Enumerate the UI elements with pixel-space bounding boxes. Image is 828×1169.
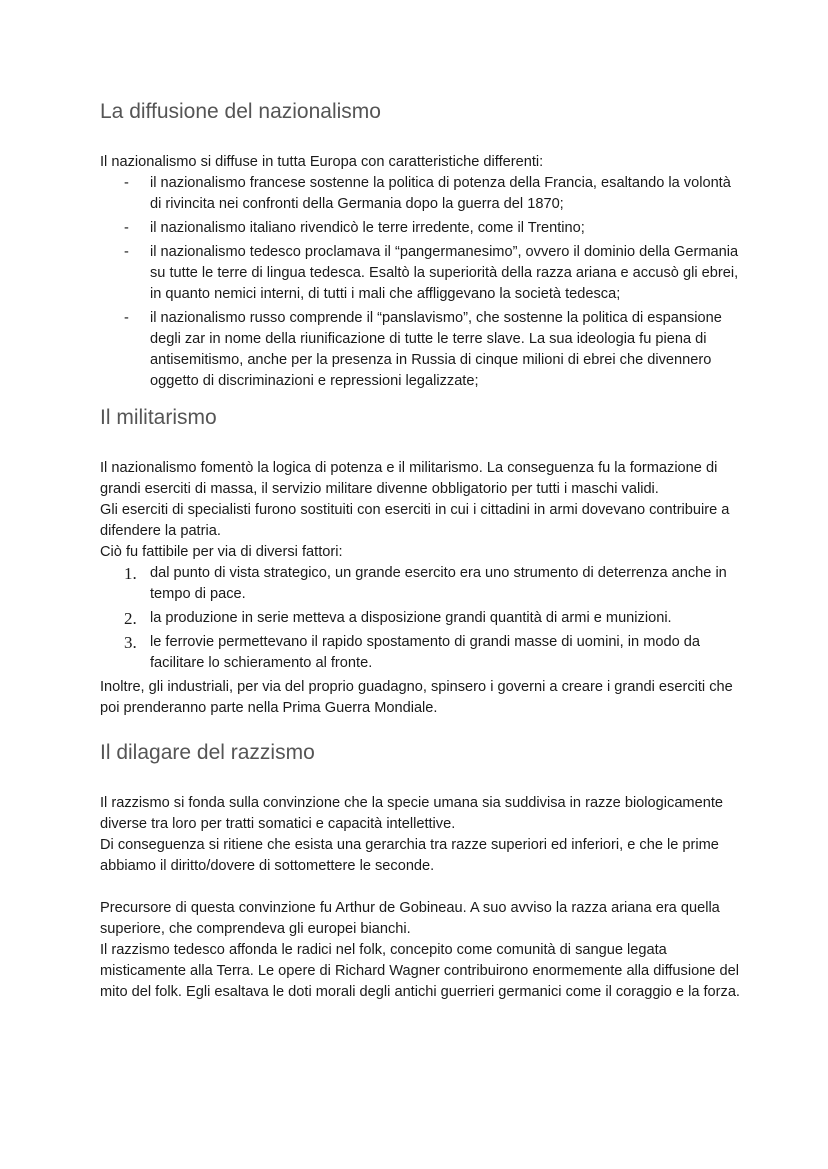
paragraph: Gli eserciti di specialisti furono sostituiti con eserciti in cui i cittadini in armi dovevano contribuire a difendere la patria. (100, 502, 730, 539)
paragraph: Il razzismo tedesco affonda le radici nel folk, concepito come comunità di sangue legata misticamente alla Terra. Le opere di Richard Wagner contribuirono enormemente alla diffusione del mito del folk. Egli esaltava le doti morali degli antichi guerrieri germanici come il coraggio e la forza. (100, 942, 740, 1000)
intro-paragraph: Il nazionalismo si diffuse in tutta Europa con caratteristiche differenti: (100, 154, 544, 170)
list-item-text: il nazionalismo italiano rivendicò le terre irredente, come il Trentino; (150, 220, 585, 236)
section-heading-militarismo: Il militarismo (100, 406, 217, 429)
bullet-marker: - (124, 310, 129, 326)
list-item-text: la produzione in serie metteva a disposizione grandi quantità di armi e munizioni. (150, 610, 672, 626)
list-item (100, 308, 740, 392)
list-item (100, 632, 740, 674)
document-body (100, 96, 740, 1003)
section-heading-nazionalismo: La diffusione del nazionalismo (100, 100, 381, 123)
paragraph: Il nazionalismo fomentò la logica di potenza e il militarismo. La conseguenza fu la formazione di grandi eserciti di massa, il servizio militare divenne obbligatorio per tutti i maschi validi. (100, 460, 718, 497)
bullet-marker: - (124, 175, 129, 191)
list-item (100, 218, 740, 239)
number-marker: 2. (124, 609, 137, 628)
list-item (100, 173, 740, 215)
paragraph: Precursore di questa convinzione fu Arthur de Gobineau. A suo avviso la razza ariana era quella superiore, che comprendeva gli europei bianchi. (100, 900, 720, 937)
list-item (100, 242, 740, 305)
list-item-text: il nazionalismo russo comprende il “panslavismo”, che sostenne la politica di espansione degli zar in nome della riunificazione di tutte le terre slave. La sua ideologia fu piena di antisemitismo, anche per la presenza in Russia di cinque milioni di ebrei che divennero oggetto di discriminazioni e repressioni legalizzate; (150, 310, 722, 389)
paragraph: Ciò fu fattibile per via di diversi fattori: (100, 544, 343, 560)
factors-list (100, 563, 740, 674)
bullet-marker: - (124, 220, 129, 236)
list-item-text: il nazionalismo tedesco proclamava il “pangermanesimo”, ovvero il dominio della Germania su tutte le terre di lingua tedesca. Esaltò la superiorità della razza ariana e accusò gli ebrei, in quanto nemici interni, di tutti i mali che affliggevano la società tedesca; (150, 244, 739, 302)
paragraph: Inoltre, gli industriali, per via del proprio guadagno, spinsero i governi a creare i grandi eserciti che poi prenderanno parte nella Prima Guerra Mondiale. (100, 679, 733, 716)
list-item (100, 608, 740, 629)
section-heading-razzismo: Il dilagare del razzismo (100, 741, 315, 764)
nationalism-list (100, 173, 740, 392)
paragraph: Di conseguenza si ritiene che esista una gerarchia tra razze superiori ed inferiori, e che le prime abbiamo il diritto/dovere di sottomettere le seconde. (100, 837, 719, 874)
paragraph-spacer (100, 877, 740, 898)
list-item-text: le ferrovie permettevano il rapido spostamento di grandi masse di uomini, in modo da facilitare lo schieramento al fronte. (150, 634, 700, 671)
paragraph: Il razzismo si fonda sulla convinzione che la specie umana sia suddivisa in razze biologicamente diverse tra loro per tratti somatici e capacità intellettive. (100, 795, 723, 832)
number-marker: 3. (124, 633, 137, 652)
list-item-text: il nazionalismo francese sostenne la politica di potenza della Francia, esaltando la volontà di rivincita nei confronti della Germania dopo la guerra del 1870; (150, 175, 731, 212)
bullet-marker: - (124, 244, 129, 260)
number-marker: 1. (124, 564, 137, 583)
list-item-text: dal punto di vista strategico, un grande esercito era uno strumento di deterrenza anche in tempo di pace. (150, 565, 727, 602)
list-item (100, 563, 740, 605)
